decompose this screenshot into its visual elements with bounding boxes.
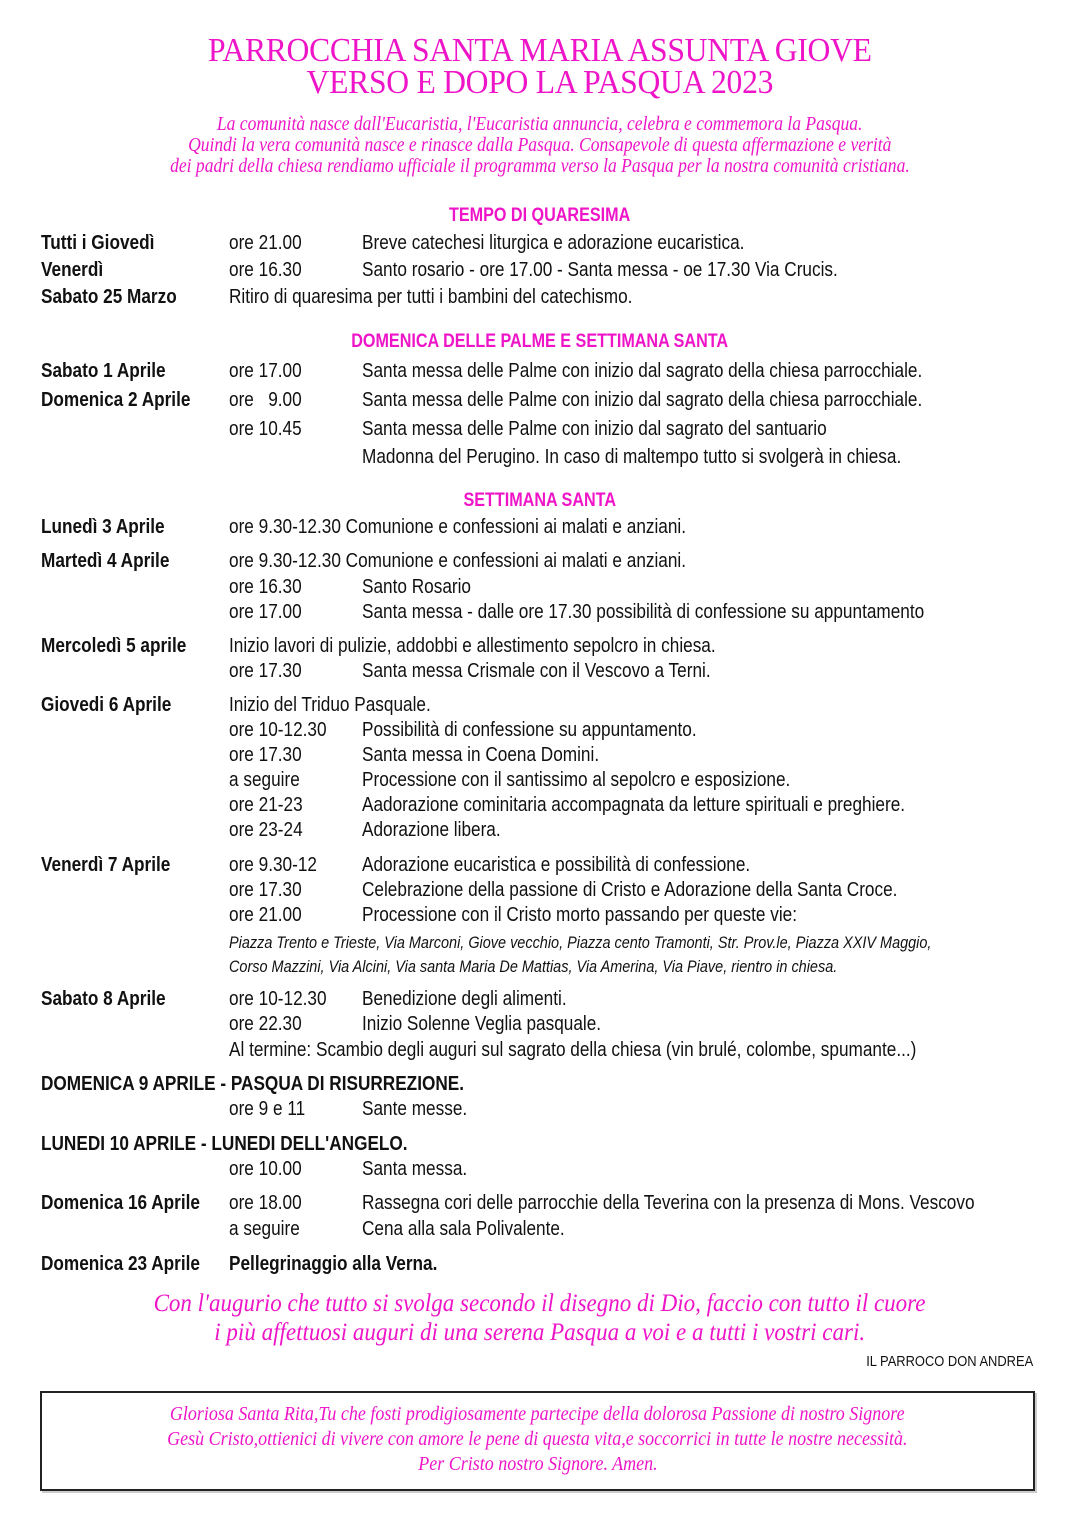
row-desc: Santa messa delle Palme con inizio dal sagrato del santuario [362,418,827,440]
page-title-line2: VERSO E DOPO LA PASQUA 2023 [306,64,774,101]
row-time: ore 10.45 [229,418,302,440]
row-time: ore 10-12.30 [229,988,327,1010]
row-desc: Celebrazione della passione di Cristo e Adorazione della Santa Croce. [362,879,898,901]
row-time: ore 9 e 11 [229,1098,306,1120]
row-desc: Santa messa delle Palme con inizio dal sagrato della chiesa parrocchiale. [362,360,923,382]
row-desc: Processione con il Cristo morto passando per queste vie: [362,904,797,926]
row-time: ore 21.00 [229,232,302,254]
row-desc: Ritiro di quaresima per tutti i bambini del catechismo. [229,286,633,308]
row-time: ore 9.30-12 [229,854,317,876]
row-label: Sabato 25 Marzo [41,286,177,308]
row-label: Lunedì 3 Aprile [41,516,165,538]
row-desc: Processione con il santissimo al sepolcro e esposizione. [362,769,791,791]
signature: IL PARROCO DON ANDREA [865,1353,1033,1370]
prayer-line-1: Gloriosa Santa Rita,Tu che fosti prodigiosamente partecipe della dolorosa Passione di nostro Signore [170,1403,905,1425]
row-desc: Cena alla sala Polivalente. [362,1218,565,1240]
intro-line-3: dei padri della chiesa rendiamo ufficiale il programma verso la Pasqua per la nostra comunità cristiana. [170,156,910,177]
row-desc: Pellegrinaggio alla Verna. [229,1253,438,1275]
row-desc: Aadorazione cominitaria accompagnata da letture spirituali e preghiere. [362,794,906,816]
row-desc: Sante messe. [362,1098,468,1120]
row-time: a seguire [229,769,300,791]
row-desc: ore 9.30-12.30 Comunione e confessioni ai malati e anziani. [229,550,687,572]
row-time: ore 17.00 [229,601,302,623]
section-heading-palme: DOMENICA DELLE PALME E SETTIMANA SANTA [351,331,729,352]
row-label: Mercoledì 5 aprile [41,635,187,657]
intro-line-2: Quindi la vera comunità nasce e rinasce dalla Pasqua. Consapevole di questa affermazione e verità [188,135,892,156]
row-label: Sabato 8 Aprile [41,988,166,1010]
row-desc: Santa messa in Coena Domini. [362,744,600,766]
row-desc: Possibilità di confessione su appuntamento. [362,719,697,741]
row-desc-cont: Madonna del Perugino. In caso di maltempo tutto si svolgerà in chiesa. [362,446,902,468]
row-time: ore 17.30 [229,744,302,766]
row-label: Domenica 23 Aprile [41,1253,201,1275]
row-time: ore 16.30 [229,576,302,598]
row-time: ore 22.30 [229,1013,302,1035]
angelo-heading: LUNEDI 10 APRILE - LUNEDI DELL'ANGELO. [41,1133,408,1155]
procession-route-line1: Piazza Trento e Trieste, Via Marconi, Giove vecchio, Piazza cento Tramonti, Str. Prov.le, Piazza XXIV Maggio, [229,933,932,952]
row-time: ore 9.00 [229,389,302,411]
row-label: Domenica 2 Aprile [41,389,191,411]
row-desc: Santo rosario - ore 17.00 - Santa messa - oe 17.30 Via Crucis. [362,259,838,281]
prayer-line-2: Gesù Cristo,ottienici di vivere con amore le pene di questa vita,e soccorrici in tutte le nostre necessità. [167,1428,908,1450]
row-desc: ore 9.30-12.30 Comunione e confessioni ai malati e anziani. [229,516,687,538]
row-time: ore 21.00 [229,904,302,926]
row-note: Al termine: Scambio degli auguri sul sagrato della chiesa (vin brulé, colombe, spumante...) [229,1039,917,1061]
row-desc: Inizio lavori di pulizie, addobbi e allestimento sepolcro in chiesa. [229,635,716,657]
row-time: ore 10.00 [229,1158,302,1180]
row-label: Martedì 4 Aprile [41,550,170,572]
procession-route-line2: Corso Mazzini, Via Alcini, Via santa Maria De Mattias, Via Amerina, Via Piave, rientro in chiesa. [229,957,838,976]
row-desc: Adorazione libera. [362,819,501,841]
row-desc: Santo Rosario [362,576,472,598]
row-time: ore 18.00 [229,1192,302,1214]
row-desc: Santa messa - dalle ore 17.30 possibilità di confessione su appuntamento [362,601,925,623]
page-title-line1: PARROCCHIA SANTA MARIA ASSUNTA GIOVE [208,32,872,69]
row-time: ore 17.30 [229,879,302,901]
intro-line-1: La comunità nasce dall'Eucaristia, l'Eucaristia annuncia, celebra e commemora la Pasqua. [217,114,863,135]
row-time: ore 10-12.30 [229,719,327,741]
section-heading-quaresima: TEMPO DI QUARESIMA [449,205,631,226]
pasqua-heading: DOMENICA 9 APRILE - PASQUA DI RISURREZIONE. [41,1073,465,1095]
row-label: Domenica 16 Aprile [41,1192,201,1214]
row-label: Sabato 1 Aprile [41,360,166,382]
closing-line-2: i più affettuosi auguri di una serena Pasqua a voi e a tutti i vostri cari. [214,1319,866,1346]
row-desc: Adorazione eucaristica e possibilità di confessione. [362,854,751,876]
row-desc: Santa messa Crismale con il Vescovo a Terni. [362,660,711,682]
row-time: ore 17.00 [229,360,302,382]
row-desc: Breve catechesi liturgica e adorazione eucaristica. [362,232,745,254]
row-time: ore 23-24 [229,819,303,841]
row-desc: Santa messa delle Palme con inizio dal sagrato della chiesa parrocchiale. [362,389,923,411]
row-label: Venerdì 7 Aprile [41,854,171,876]
row-desc: Inizio Solenne Veglia pasquale. [362,1013,602,1035]
row-desc: Benedizione degli alimenti. [362,988,567,1010]
prayer-box [40,1391,1035,1491]
row-desc: Inizio del Triduo Pasquale. [229,694,431,716]
row-desc: Rassegna cori delle parrocchie della Teverina con la presenza di Mons. Vescovo [362,1192,975,1214]
prayer-line-3: Per Cristo nostro Signore. Amen. [417,1453,658,1475]
row-time: ore 21-23 [229,794,303,816]
row-time: ore 16.30 [229,259,302,281]
section-heading-settimana: SETTIMANA SANTA [463,490,617,511]
row-label: Venerdì [41,259,104,281]
row-time: a seguire [229,1218,300,1240]
closing-line-1: Con l'augurio che tutto si svolga secondo il disegno di Dio, faccio con tutto il cuore [154,1290,926,1317]
row-time: ore 17.30 [229,660,302,682]
row-desc: Santa messa. [362,1158,468,1180]
row-label: Giovedi 6 Aprile [41,694,172,716]
row-label: Tutti i Giovedì [41,232,155,254]
